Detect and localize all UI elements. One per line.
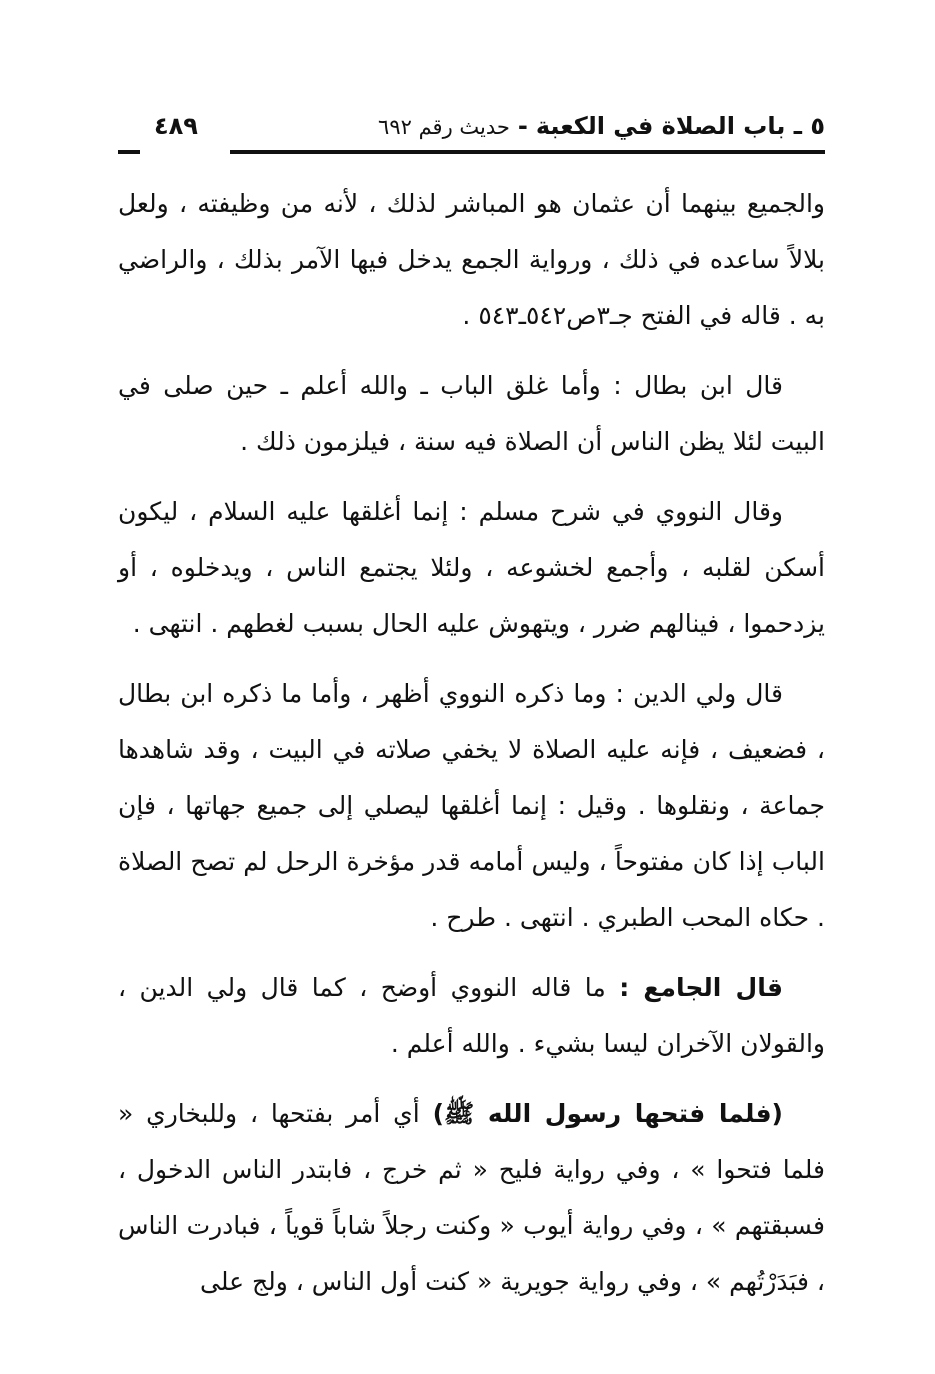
hadith-reference: حديث رقم ٦٩٢ xyxy=(378,115,510,139)
page-header xyxy=(118,112,825,160)
paragraph-1 xyxy=(118,176,825,344)
running-head xyxy=(378,112,825,140)
paragraph-text: وقال النووي في شرح مسلم : إنما أغلقها عليه السلام ، ليكون أسكن لقلبه ، وأجمع لخشوعه ، ولئلا يجتمع الناس ، ويدخلوه ، أو يزدحموا ، فينالهم ضرر ، ويتهوش عليه الحال بسبب لغطهم . انتهى . xyxy=(118,497,825,638)
paragraph-2 xyxy=(118,358,825,470)
paragraph-5 xyxy=(118,960,825,1072)
paragraph-text: قال ابن بطال : وأما غلق الباب ـ والله أعلم ـ حين صلى في البيت لئلا يظن الناس أن الصلاة فيه سنة ، فيلزمون ذلك . xyxy=(118,371,825,456)
paragraph-4 xyxy=(118,666,825,946)
paragraph-6 xyxy=(118,1086,825,1310)
paragraph-text: أي أمر بفتحها ، وللبخاري « فلما فتحوا » ، وفي رواية فليح « ثم خرج ، فابتدر الناس الدخول ، فسبقتهم » ، وفي رواية أيوب « وكنت رجلاً شاباً قوياً ، فبادرت الناس ، فبَدَرْتُهم » ، وفي رواية جويرية « كنت أول الناس ، ولج على xyxy=(118,1099,825,1296)
paragraph-text: قال ولي الدين : وما ذكره النووي أظهر ، وأما ما ذكره ابن بطال ، فضعيف ، فإنه عليه الصلاة لا يخفي صلاته في البيت ، وقد شاهدها جماعة ، ونقلوها . وقيل : إنما أغلقها ليصلي إلى جميع جهاتها ، فإن الباب إذا كان مفتوحاً ، وليس أمامه قدر مؤخرة الرحل لم تصح الصلاة . حكاه المحب الطبري . انتهى . طرح . xyxy=(118,679,825,932)
header-separator: - xyxy=(517,112,528,140)
paragraph-lead: قال الجامع : xyxy=(619,973,783,1002)
paragraph-text: والجميع بينهما أن عثمان هو المباشر لذلك ، لأنه من وظيفته ، ولعل بلالاً ساعده في ذلك ، ورواية الجمع يدخل فيها الآمر بذلك ، والراضي به . قاله في الفتح جـ٣ص٥٤٢ـ٥٤٣ . xyxy=(118,189,825,330)
paragraph-text: ما قاله النووي أوضح ، كما قال ولي الدين ، والقولان الآخران ليسا بشيء . والله أعلم . xyxy=(118,973,825,1058)
paragraph-lead: (فلما فتحها رسول الله ﷺ) xyxy=(432,1099,783,1128)
page-body xyxy=(118,176,825,1324)
page-number: ٤٨٩ xyxy=(154,112,198,140)
chapter-title: ٥ ـ باب الصلاة في الكعبة xyxy=(535,112,825,140)
paragraph-3 xyxy=(118,484,825,652)
